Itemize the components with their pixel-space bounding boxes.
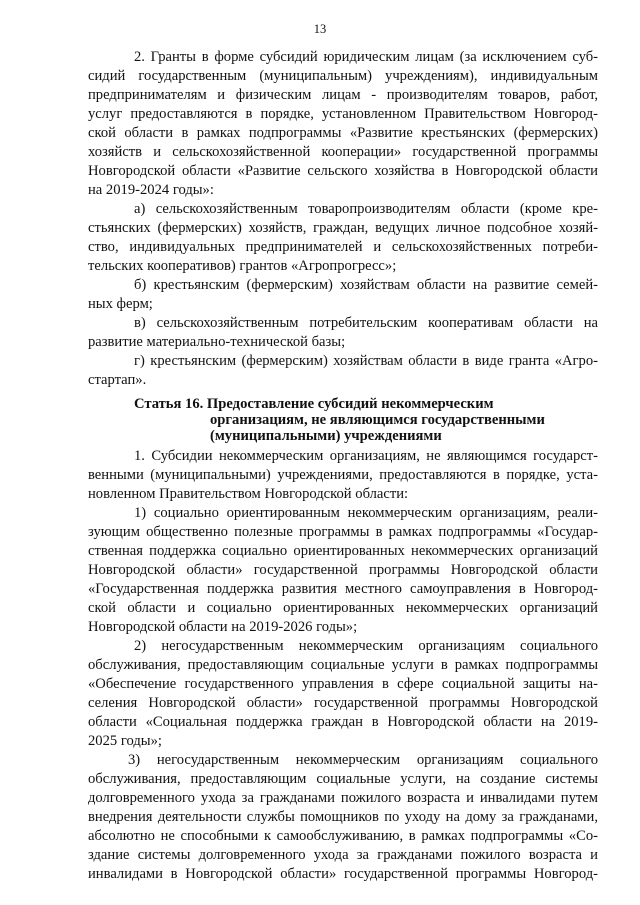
text-line: хозяйств и сельскохозяйственной кооперации» государственной программы	[88, 144, 598, 160]
article-heading-line: организациям, не являющимся государственными	[210, 412, 545, 428]
text-line: ственная поддержка социально ориентированных некоммерческих организаций	[88, 543, 598, 559]
text-line: «Государственная поддержка развития местного самоуправления в Новгород-	[88, 581, 598, 597]
text-line: внедрения деятельности службы помощников по уходу на дому за гражданами,	[88, 809, 598, 825]
text-line: тельских кооперативов) грантов «Агропрогресс»;	[88, 258, 397, 274]
text-line: стьянских (фермерских) хозяйств, граждан, ведущих личное подсобное хозяй-	[88, 220, 598, 236]
text-line: б) крестьянским (фермерским) хозяйствам области на развитие семей-	[134, 277, 598, 293]
page-number: 13	[313, 22, 327, 36]
text-line: Новгородской области» государственной программы Новгородской области	[88, 562, 598, 578]
text-line: развитие материально-технической базы;	[88, 334, 346, 350]
text-line: Новгородской области на 2019-2026 годы»;	[88, 619, 358, 635]
text-line: инвалидами в Новгородской области» государственной программы Новгород-	[88, 866, 598, 882]
text-line: услуг предоставляются в порядке, установленном Правительством Новгород-	[88, 106, 598, 122]
text-line: в) сельскохозяйственным потребительским кооперативам области на	[134, 315, 598, 331]
text-line: зующим общественно полезные программы в рамках подпрограммы «Государ-	[88, 524, 598, 540]
text-line: венными (муниципальными) учреждениями, предоставляются в порядке, уста-	[88, 467, 598, 483]
text-line: 2) негосударственным некоммерческим организациям социального	[134, 638, 598, 654]
text-line: здание системы долговременного ухода за гражданами пожилого возраста и	[88, 847, 598, 863]
text-line: области «Социальная поддержка граждан в Новгородской области на 2019-	[88, 714, 598, 730]
text-line: 1) социально ориентированным некоммерческим организациям, реали-	[134, 505, 598, 521]
text-line: 2025 годы»;	[88, 733, 162, 749]
text-line: долговременного ухода за гражданами пожилого возраста и инвалидами путем	[88, 790, 598, 806]
article-heading-line: Статья 16. Предоставление субсидий некоммерческим	[134, 396, 494, 412]
text-line: новленном Правительством Новгородской области:	[88, 486, 409, 502]
text-line: 3) негосударственным некоммерческим организациям социального	[128, 752, 598, 768]
text-line: сидий государственным (муниципальным) учреждениям), индивидуальным	[88, 68, 598, 84]
text-line: обслуживания, предоставляющим социальные услуги, на создание системы	[88, 771, 598, 787]
text-line: 1. Субсидии некоммерческим организациям, не являющимся государст-	[134, 448, 598, 464]
text-line: ской области и социально ориентированных некоммерческих организаций	[88, 600, 598, 616]
text-line: а) сельскохозяйственным товаропроизводителям области (кроме кре-	[134, 201, 598, 217]
text-line: обслуживания, предоставляющим социальные услуги в рамках подпрограммы	[88, 657, 598, 673]
text-line: ных ферм;	[88, 296, 153, 312]
text-line: абсолютно не способными к самообслуживанию, в рамках подпрограммы «Со-	[88, 828, 598, 844]
article-heading-line: (муниципальными) учреждениями	[210, 428, 442, 444]
text-line: г) крестьянским (фермерским) хозяйствам области в виде гранта «Агро-	[134, 353, 598, 369]
text-line: на 2019-2024 годы»:	[88, 182, 214, 198]
text-line: ство, индивидуальных предпринимателей и сельскохозяйственных потреби-	[88, 239, 598, 255]
text-line: 2. Гранты в форме субсидий юридическим лицам (за исключением суб-	[134, 49, 598, 65]
text-line: предпринимателям и физическим лицам - производителям товаров, работ,	[88, 87, 598, 103]
text-line: «Обеспечение государственного управления в сфере социальной защиты на-	[88, 676, 598, 692]
text-line: селения Новгородской области» государственной программы Новгородской	[88, 695, 598, 711]
text-line: стартап».	[88, 372, 147, 388]
text-line: Новгородской области «Развитие сельского хозяйства в Новгородской области	[88, 163, 598, 179]
text-line: ской области в рамках подпрограммы «Развитие крестьянских (фермерских)	[88, 125, 598, 141]
